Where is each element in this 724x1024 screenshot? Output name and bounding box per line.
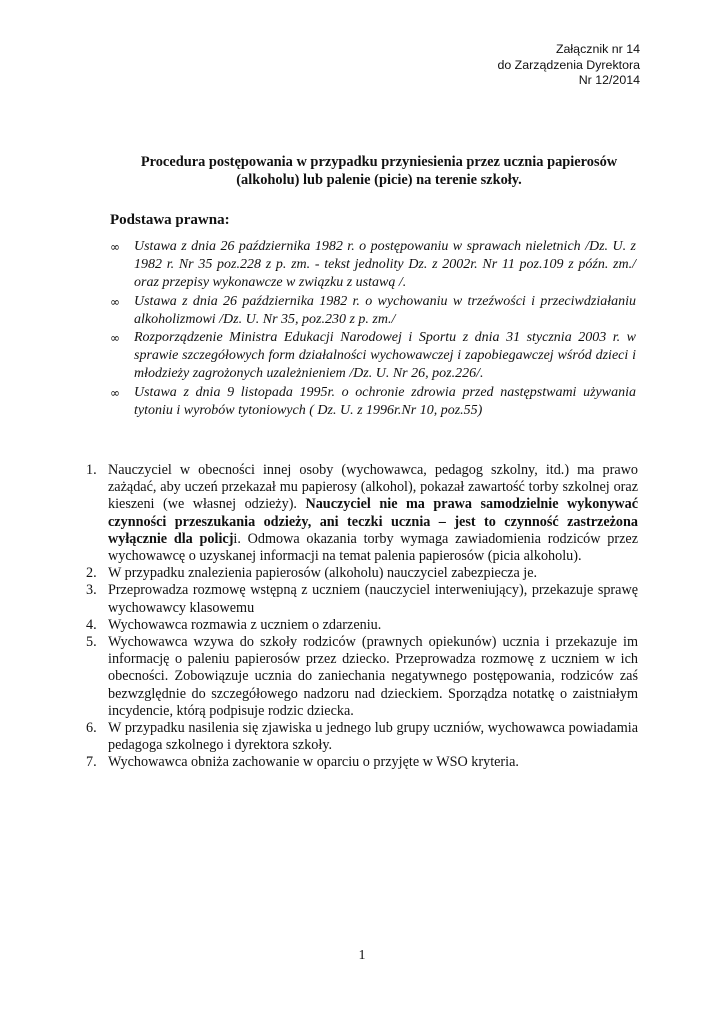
procedure-step <box>86 582 638 616</box>
infinity-bullet-icon: ∞ <box>110 240 120 254</box>
page-number: 1 <box>358 948 366 963</box>
step-text: W przypadku znalezienia papierosów (alkoholu) nauczyciel zabezpiecza je. <box>108 565 538 582</box>
procedure-step <box>86 754 638 771</box>
procedure-steps-list <box>86 462 638 772</box>
step-number: 6. <box>86 720 97 737</box>
annex-line-1: Załącznik nr 14 <box>555 42 640 56</box>
step-text: Wychowawca wzywa do szkoły rodziców (prawnych opiekunów) ucznia i przekazuje im informację o paleniu papierosów przez dziecko. Przeprowadza rozmowę z uczniem w ich obecności. Zobowiązuje ucznia do zaniechania negatywnego postępowania, rodziców zaś bezwzględnie do szczegółowego nadzoru nad dzieckiem. Sporządza notatkę o zaistniałym incydencie, którą podpisuje rodzic dziecka. <box>108 634 638 719</box>
procedure-step <box>86 462 638 565</box>
legal-basis-text: Ustawa z dnia 26 października 1982 r. o postępowaniu w sprawach nieletnich /Dz. U. z 1982 r. Nr 35 poz.228 z p. zm. - tekst jednolity Dz. z 2002r. Nr 11 poz.109 z późn. zm./ oraz przepisy wykonawcze w związku z ustawą /. <box>134 239 636 291</box>
legal-basis-heading: Podstawa prawna: <box>110 212 230 228</box>
infinity-bullet-icon: ∞ <box>110 294 120 309</box>
step-text: Wychowawca obniża zachowanie w oparciu o przyjęte w WSO kryteria. <box>108 754 519 771</box>
title-line-2: (alkoholu) lub palenie (picie) na terenie szkoły. <box>236 172 522 188</box>
procedure-step <box>86 617 638 634</box>
step-text: Wychowawca rozmawia z uczniem o zdarzeniu. <box>108 616 382 633</box>
title-line-1: Procedura postępowania w przypadku przyniesienia przez ucznia papierosów <box>140 154 618 170</box>
legal-basis-item <box>110 329 636 384</box>
procedure-step <box>86 720 638 754</box>
step-text: Przeprowadza rozmowę wstępną z uczniem (nauczyciel interweniujący), przekazuje sprawę wychowawcy klasowemu <box>108 582 638 616</box>
infinity-bullet-icon: ∞ <box>110 385 120 400</box>
legal-basis-item <box>110 238 636 293</box>
procedure-step <box>86 634 638 720</box>
legal-basis-text: Ustawa z dnia 9 listopada 1995r. o ochronie zdrowia przed następstwami używania tytoniu i wyrobów tytoniowych ( Dz. U. z 1996r.Nr 10, poz.55) <box>134 384 636 418</box>
step-number: 7. <box>86 754 97 771</box>
legal-basis-item <box>110 384 636 420</box>
legal-basis-list <box>110 238 636 420</box>
annex-header <box>497 42 640 89</box>
legal-basis-item <box>110 293 636 329</box>
step-text: Nauczyciel w obecności innej osoby (wychowawca, pedagog szkolny, itd.) ma prawo zażądać, aby uczeń przekazał mu papierosy (alkohol), pokazał zawartość torby szkolnej oraz kieszeni (we własnej odzieży). <box>108 462 638 513</box>
step-number: 1. <box>86 462 97 478</box>
procedure-step <box>86 565 638 582</box>
legal-basis-text: Ustawa z dnia 26 października 1982 r. o wychowaniu w trzeźwości i przeciwdziałaniu alkoholizmowi /Dz. U. Nr 35, poz.230 z p. zm./ <box>134 293 636 327</box>
step-number: 5. <box>86 634 97 651</box>
step-number: 3. <box>86 582 97 599</box>
step-number: 2. <box>86 565 97 582</box>
step-number: 4. <box>86 616 97 633</box>
infinity-bullet-icon: ∞ <box>110 331 120 346</box>
step-bold-text: Nauczyciel nie ma prawa samodzielnie wykonywać czynności przeszukania odzieży, ani teczki ucznia – jest to czynność zastrzeżona wyłącznie dla policj <box>108 496 638 547</box>
annex-line-3: Nr 12/2014 <box>578 73 640 87</box>
annex-line-2: do Zarządzenia Dyrektora <box>497 57 640 72</box>
step-text-continued: i. Odmowa okazania torby wymaga zawiadomienia rodziców przez wychowawcę o uzyskanej informacji na temat palenia papierosów (picia alkoholu). <box>108 530 638 565</box>
document-title <box>90 153 668 189</box>
legal-basis-text: Rozporządzenie Ministra Edukacji Narodowej i Sportu z dnia 31 stycznia 2003 r. w sprawie szczegółowych form działalności wychowawczej i zapobiegawczej wśród dzieci i młodzieży zagrożonych uzależnieniem /Dz. U. Nr 26, poz.226/. <box>134 330 636 382</box>
step-text: W przypadku nasilenia się zjawiska u jednego lub grupy uczniów, wychowawca powiadamia pedagoga szkolnego i dyrektora szkoły. <box>108 720 638 754</box>
